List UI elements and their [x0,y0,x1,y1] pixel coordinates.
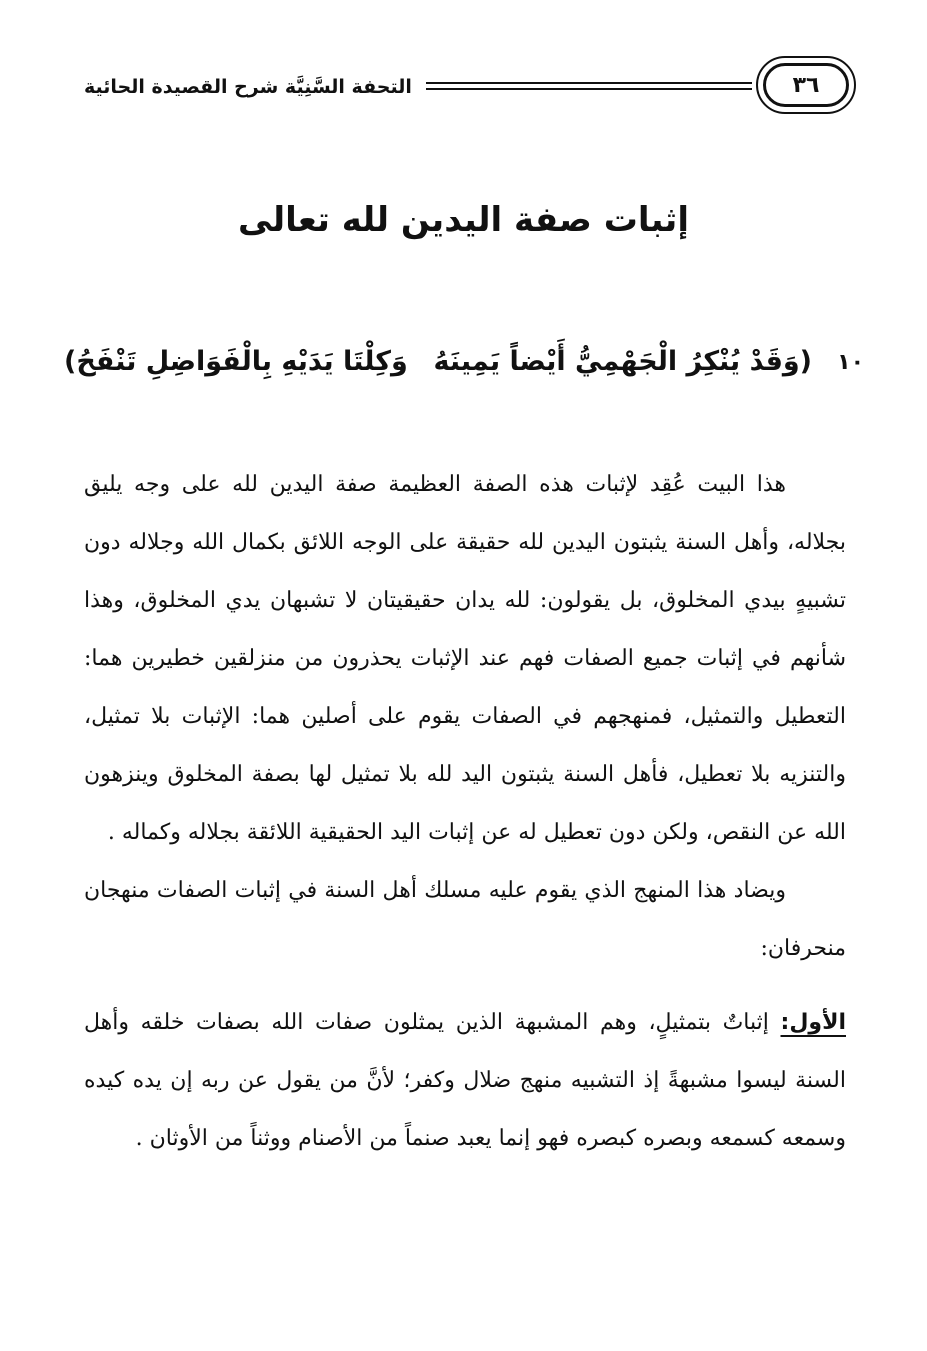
commentary-body [84,456,846,1168]
paragraph-1: هذا البيت عُقِد لإثبات هذه الصفة العظيمة صفة اليدين لله على وجه يليق بجلاله، وأهل السنة يثبتون اليدين لله حقيقة على الوجه اللائق بكمال الله وجلاله دون تشبيهٍ بيدي المخلوق، بل يقولون: لله يدان حقيقيتان لا تشبهان يدي المخلوق، وهذا شأنهم في إثبات جميع الصفات فهم عند الإثبات يحذرون من منزلقين خطيرين هما: التعطيل والتمثيل، فمنهجهم في الصفات يقوم على أصلين هما: الإثبات بلا تمثيل، والتنزيه بلا تعطيل، فأهل السنة يثبتون اليد لله بلا تمثيل لها بصفة المخلوق وينزهون الله عن النقص، ولكن دون تعطيل له عن إثبات اليد الحقيقية اللائقة بجلاله وكماله . [84,472,846,845]
section-heading: إثبات صفة اليدين لله تعالى [238,200,689,240]
paragraph-3-text: إثباتٌ بتمثيلٍ، وهم المشبهة الذين يمثلون صفات الله بصفات خلقه وأهل السنة ليسوا مشبهةً إذ التشبيه منهج ضلال وكفر؛ لأنَّ من يقول عن ربه إن يده كيده وسمعه كسمعه وبصره كبصره فهو إنما يعبد صنماً من الأصنام ووثناً من الأوثان . [84,1010,846,1151]
header-rule [426,82,752,90]
page-number-badge [756,56,856,114]
verse-second-hemistich: وَكِلْتَا يَدَيْهِ بِالْفَوَاضِلِ تَنْفَحُ) [64,346,408,377]
paragraph-3 [84,994,846,1168]
poem-verse [64,346,864,396]
paragraph-2: ويضاد هذا المنهج الذي يقوم عليه مسلك أهل السنة في إثبات الصفات منهجان منحرفان: [84,878,846,961]
paragraph-3-label: الأول: [780,1010,846,1035]
verse-number: ١٠ [837,350,864,375]
page-header [84,54,856,126]
page-number: ٣٦ [763,63,849,107]
running-title: التحفة السَّنِيَّة شرح القصيدة الحائية [84,76,412,98]
verse-first-hemistich: (وَقَدْ يُنْكِرُ الْجَهْمِيُّ أَيْضاً يَمِينَهُ [433,346,812,377]
